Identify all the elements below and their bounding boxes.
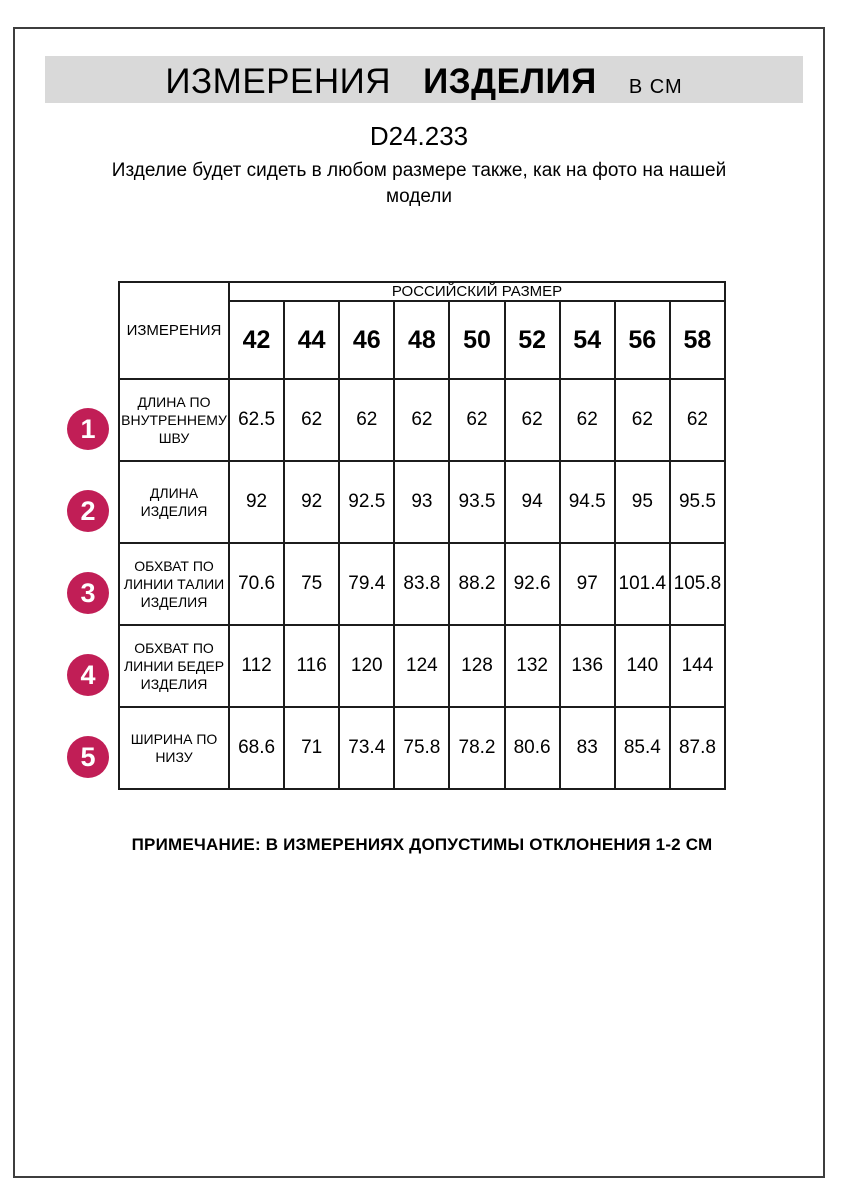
- size-group-header-row: [119, 282, 725, 301]
- cell-value: 62: [284, 379, 339, 461]
- cell-value: 92: [284, 461, 339, 543]
- cell-value: 62: [394, 379, 449, 461]
- cell-value: 92: [229, 461, 284, 543]
- cell-value: 62: [339, 379, 394, 461]
- cell-value: 132: [505, 625, 560, 707]
- row-label: ДЛИНА ИЗДЕЛИЯ: [119, 461, 229, 543]
- size-col-56: 56: [615, 301, 670, 379]
- title-band: [45, 56, 803, 103]
- tolerance-note: ПРИМЕЧАНИЕ: В ИЗМЕРЕНИЯХ ДОПУСТИМЫ ОТКЛОНЕНИЯ 1-2 СМ: [131, 835, 713, 854]
- row-label: ОБХВАТ ПО ЛИНИИ БЕДЕР ИЗДЕЛИЯ: [119, 625, 229, 707]
- table-row-inseam-length: [119, 379, 725, 461]
- row-label: ШИРИНА ПО НИЗУ: [119, 707, 229, 789]
- cell-value: 97: [560, 543, 615, 625]
- cell-value: 94.5: [560, 461, 615, 543]
- page-frame: [13, 27, 825, 1178]
- cell-value: 94: [505, 461, 560, 543]
- russian-size-header: РОССИЙСКИЙ РАЗМЕР: [229, 282, 725, 301]
- cell-value: 73.4: [339, 707, 394, 789]
- cell-value: 62: [670, 379, 725, 461]
- cell-value: 85.4: [615, 707, 670, 789]
- cell-value: 62: [560, 379, 615, 461]
- cell-value: 95.5: [670, 461, 725, 543]
- cell-value: 87.8: [670, 707, 725, 789]
- size-col-42: 42: [229, 301, 284, 379]
- cell-value: 95: [615, 461, 670, 543]
- cell-value: 140: [615, 625, 670, 707]
- cell-value: 120: [339, 625, 394, 707]
- size-col-46: 46: [339, 301, 394, 379]
- row-number-badge-3: 3: [67, 572, 109, 614]
- cell-value: 75.8: [394, 707, 449, 789]
- title-measurements: ИЗМЕРЕНИЯ: [165, 62, 392, 101]
- cell-value: 88.2: [449, 543, 504, 625]
- row-number-badge-4: 4: [67, 654, 109, 696]
- table-row-garment-length: [119, 461, 725, 543]
- cell-value: 112: [229, 625, 284, 707]
- cell-value: 105.8: [670, 543, 725, 625]
- cell-value: 70.6: [229, 543, 284, 625]
- cell-value: 78.2: [449, 707, 504, 789]
- cell-value: 92.5: [339, 461, 394, 543]
- row-label: ОБХВАТ ПО ЛИНИИ ТАЛИИ ИЗДЕЛИЯ: [119, 543, 229, 625]
- product-code: D24.233: [369, 121, 469, 151]
- cell-value: 92.6: [505, 543, 560, 625]
- size-col-58: 58: [670, 301, 725, 379]
- cell-value: 128: [449, 625, 504, 707]
- title-product-word: ИЗДЕЛИЯ: [423, 62, 597, 101]
- row-number-badge-2: 2: [67, 490, 109, 532]
- size-col-54: 54: [560, 301, 615, 379]
- table-row-hip-girth: [119, 625, 725, 707]
- size-table: [118, 281, 726, 790]
- cell-value: 144: [670, 625, 725, 707]
- cell-value: 101.4: [615, 543, 670, 625]
- size-col-44: 44: [284, 301, 339, 379]
- measurements-corner-cell: ИЗМЕРЕНИЯ: [119, 282, 229, 379]
- cell-value: 83.8: [394, 543, 449, 625]
- row-number-badge-1: 1: [67, 408, 109, 450]
- table-row-waist-girth: [119, 543, 725, 625]
- cell-value: 62.5: [229, 379, 284, 461]
- row-label: ДЛИНА ПО ВНУТРЕННЕМУ ШВУ: [119, 379, 229, 461]
- cell-value: 75: [284, 543, 339, 625]
- row-number-badge-5: 5: [67, 736, 109, 778]
- cell-value: 116: [284, 625, 339, 707]
- cell-value: 62: [449, 379, 504, 461]
- cell-value: 62: [615, 379, 670, 461]
- size-col-48: 48: [394, 301, 449, 379]
- fit-description: Изделие будет сидеть в любом размере также, как на фото на нашей модели: [111, 160, 727, 207]
- cell-value: 136: [560, 625, 615, 707]
- cell-value: 83: [560, 707, 615, 789]
- cell-value: 93: [394, 461, 449, 543]
- cell-value: 79.4: [339, 543, 394, 625]
- title-units: В СМ: [628, 76, 683, 98]
- cell-value: 71: [284, 707, 339, 789]
- cell-value: 68.6: [229, 707, 284, 789]
- cell-value: 124: [394, 625, 449, 707]
- cell-value: 62: [505, 379, 560, 461]
- size-col-50: 50: [449, 301, 504, 379]
- cell-value: 80.6: [505, 707, 560, 789]
- table-row-bottom-width: [119, 707, 725, 789]
- size-col-52: 52: [505, 301, 560, 379]
- cell-value: 93.5: [449, 461, 504, 543]
